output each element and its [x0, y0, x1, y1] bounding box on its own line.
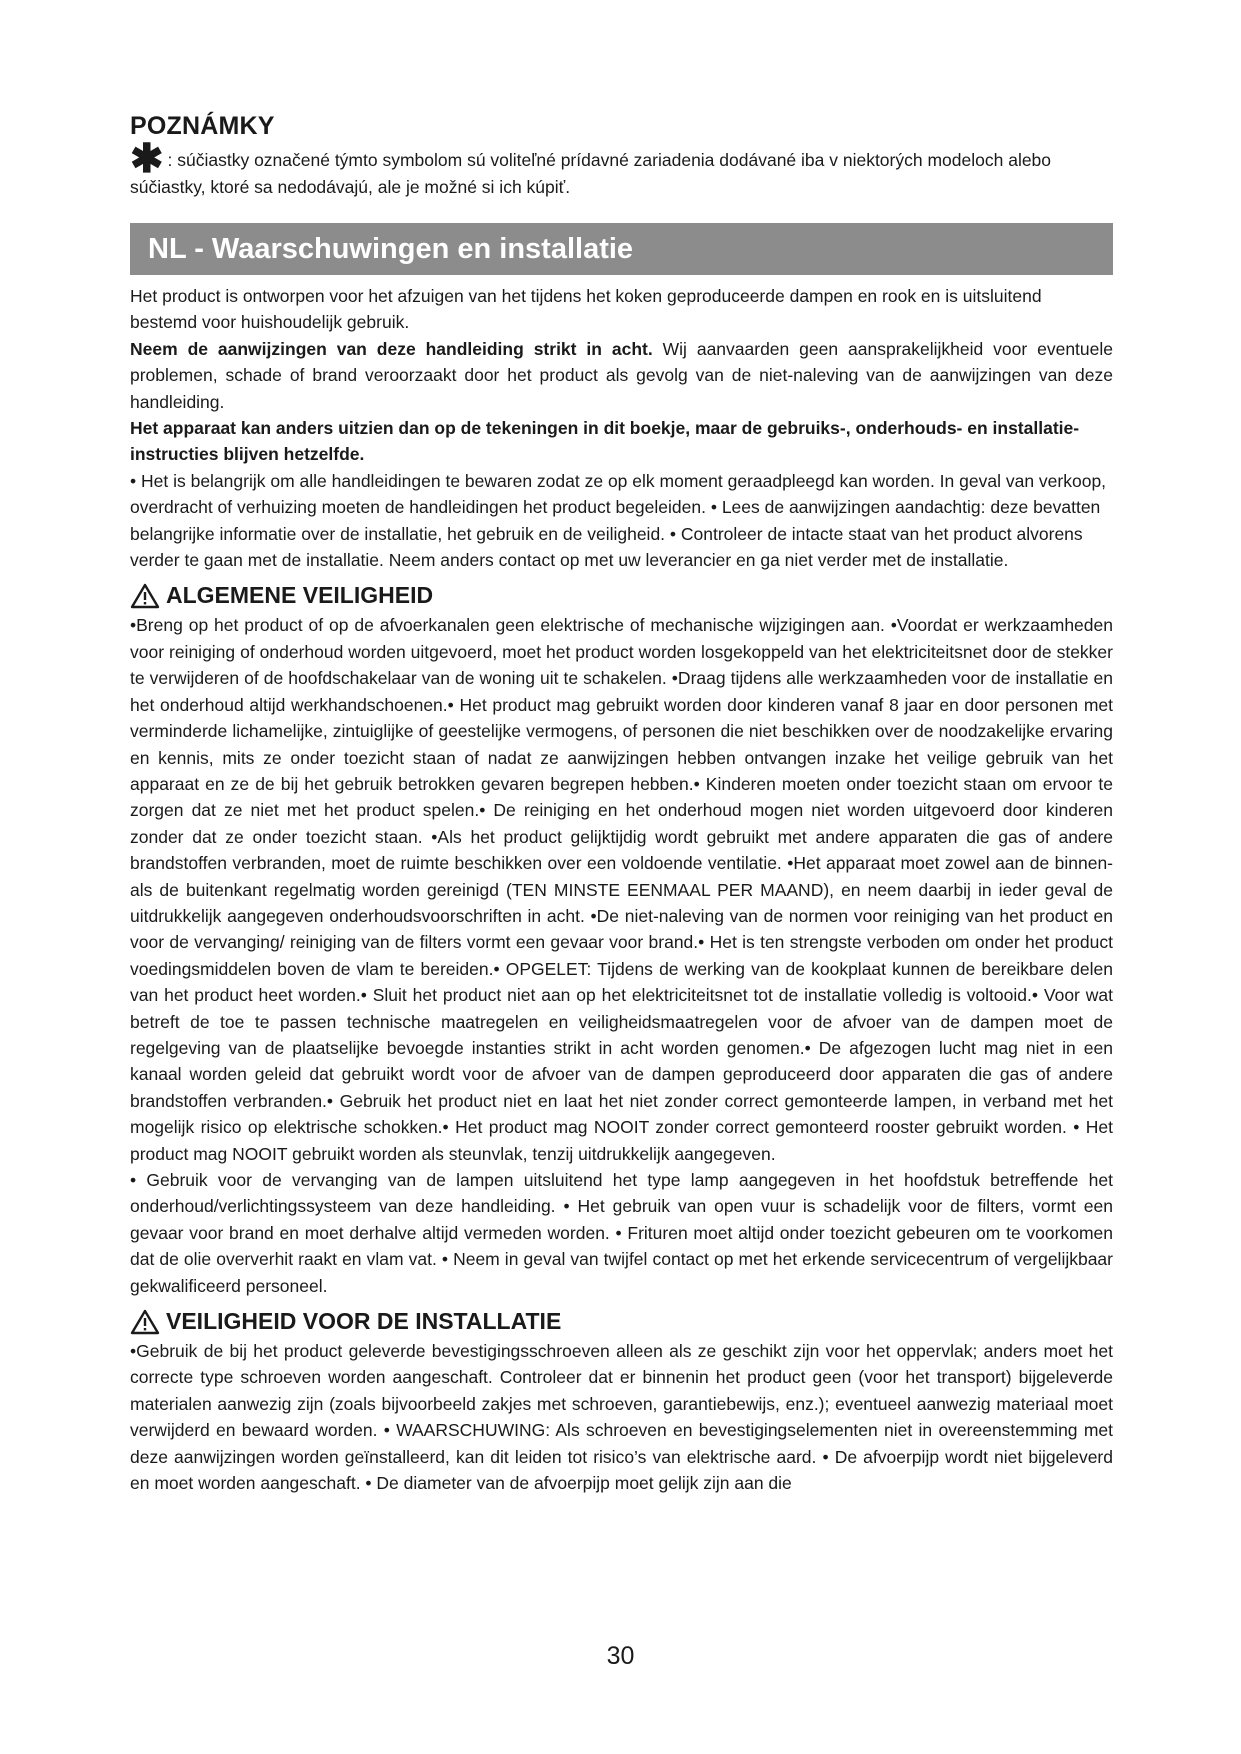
warning-triangle-icon: [130, 583, 160, 609]
intro-section: [130, 283, 1113, 573]
notes-line-2: súčiastky, ktoré sa nedodávajú, ale je možné si ich kúpiť.: [130, 177, 571, 197]
notes-line-1: [130, 137, 1113, 181]
intro-paragraph-2: [130, 336, 1113, 415]
general-safety-paragraph-1: •Breng op het product of op de afvoerkanalen geen elektrische of mechanische wijzigingen aan. •Voordat er werkzaamheden voor reiniging of onderhoud worden uitgevoerd, moet het product worden losgekoppeld van het elektriciteitsnet door de stekker te verwijderen of de hoofdschakelaar van de woning uit te schakelen. •Draag tijdens alle werkzaamheden voor de installatie en het onderhoud altijd werkhandschoenen.• Het product mag gebruikt worden door kinderen vanaf 8 jaar en door personen met verminderde lichamelijke, zintuiglijke of geestelijke vermogens, of personen die niet beschikken over de noodzakelijke ervaring en kennis, mits ze onder toezicht staan of nadat ze aanwijzingen hebben ontvangen inzake het veilige gebruik van het apparaat en ze de bij het gebruik betrokken gevaren begrepen hebben.• Kinderen moeten onder toezicht staan om ervoor te zorgen dat ze niet met het product spelen.• De reiniging en het onderhoud mogen niet worden uitgevoerd door kinderen zonder dat ze onder toezicht staan. •Als het product gelijktijdig wordt gebruikt met andere apparaten die gas of andere brandstoffen verbranden, moet de ruimte beschikken over een voldoende ventilatie. •Het apparaat moet zowel aan de binnen- als de buitenkant regelmatig worden gereinigd (TEN MINSTE EENMAAL PER MAAND), en neem daarbij in ieder geval de uitdrukkelijk aangegeven onderhoudsvoorschriften in acht. •De niet-naleving van de normen voor reiniging van het product en voor de vervanging/ reiniging van de filters vormt een gevaar voor brand.• Het is ten strengste verboden om onder het product voedingsmiddelen boven de vlam te bereiden.• OPGELET: Tijdens de werking van de kookplaat kunnen de bereikbare delen van het product heet worden.• Sluit het product niet aan op het elektriciteitsnet tot de installatie volledig is voltooid.• Voor wat betreft de toe te passen technische maatregelen en veiligheidsmaatregelen voor de afvoer van de dampen moet de regelgeving van de plaatselijke bevoegde instanties strikt in acht worden genomen.• De afgezogen lucht mag niet in een kanaal worden geleid dat gebruikt wordt voor de afvoer van de dampen geproduceerd door apparaten die gas of andere brandstoffen verbranden.• Gebruik het product niet en laat het niet zonder correct gemonteerde lampen, in verband met het mogelijk risico op elektrische schokken.• Het product mag NOOIT zonder correct gemonteerd rooster gebruikt worden. • Het product mag NOOIT gebruikt worden als steunvlak, tenzij uitdrukkelijk aangegeven.: [130, 615, 1113, 1164]
notes-text-1: : súčiastky označené týmto symbolom sú voliteľné prídavné zariadenia dodávané iba v niektorých modeloch alebo: [167, 150, 1052, 170]
general-safety-heading-text: ALGEMENE VEILIGHEID: [166, 582, 434, 609]
installation-safety-heading-text: VEILIGHEID VOOR DE INSTALLATIE: [166, 1308, 562, 1335]
installation-safety-heading: [130, 1308, 1113, 1335]
general-safety-heading: [130, 582, 1113, 609]
intro-paragraph-3: Het apparaat kan anders uitzien dan op de tekeningen in dit boekje, maar de gebruiks-, onderhouds- en installatie-instructies blijven hetzelfde.: [130, 418, 1080, 465]
general-safety-paragraph-2: • Gebruik voor de vervanging van de lampen uitsluitend het type lamp aangegeven in het hoofdstuk betreffende het onderhoud/verlichtingssysteem van deze handleiding. • Het gebruik van open vuur is schadelijk voor de filters, vormt een gevaar voor brand en moet derhalve altijd vermeden worden. • Frituren moet altijd onder toezicht gebeuren om te voorkomen dat de olie oververhit raakt en vlam vat. • Neem in geval van twijfel contact op met het erkende servicecentrum of vergelijkbaar gekwalificeerd personeel.: [130, 1170, 1113, 1296]
notes-title: POZNÁMKY: [130, 112, 275, 140]
intro-paragraph-1: Het product is ontworpen voor het afzuigen van het tijdens het koken geproduceerde dampen en rook en is uitsluitend bestemd voor huishoudelijk gebruik.: [130, 286, 1042, 333]
intro-paragraph-2-rest: Wij aanvaarden geen aansprakelijkheid voor eventuele problemen, schade of brand veroorzaakt door het product als gevolg van de niet-naleving van de aanwijzingen van deze handleiding.: [130, 338, 1114, 412]
section-banner: NL - Waarschuwingen en installatie: [130, 223, 1113, 275]
document-page: [130, 112, 1113, 1496]
intro-paragraph-4: • Het is belangrijk om alle handleidingen te bewaren zodat ze op elk moment geraadpleegd kan worden. In geval van verkoop, overdracht of verhuizing moeten de handleidingen het product begeleiden. • Lees de aanwijzingen aandachtig: deze bevatten belangrijke informatie over de installatie, het gebruik en de veiligheid. • Controleer de intacte staat van het product alvorens verder te gaan met de installatie. Neem anders contact op met uw leverancier en ga niet verder met de installatie.: [130, 470, 1107, 571]
intro-paragraph-2-bold: Neem de aanwijzingen van deze handleiding strikt in acht.: [130, 338, 653, 359]
star-icon: ✱: [130, 137, 164, 181]
warning-triangle-icon: [130, 1309, 160, 1335]
installation-safety-paragraph-1: •Gebruik de bij het product geleverde bevestigingsschroeven alleen als ze geschikt zijn voor het oppervlak; anders moet het correcte type schroeven worden aangeschaft. Controleer dat er binnenin het product geen (voor het transport) bijgeleverde materialen aanwezig zijn (zoals bijvoorbeeld zakjes met schroeven, garantiebewijs, enz.); eventueel aanwezig materiaal moet verwijderd en bewaard worden. • WAARSCHUWING: Als schroeven en bevestigingselementen niet in overeenstemming met deze aanwijzingen worden geïnstalleerd, kan dit leiden tot risico’s van elektrische aard. • De afvoerpijp wordt niet bijgeleverd en moet worden aangeschaft. • De diameter van de afvoerpijp moet gelijk zijn aan die: [130, 1341, 1113, 1494]
page-number: 30: [606, 1642, 635, 1670]
